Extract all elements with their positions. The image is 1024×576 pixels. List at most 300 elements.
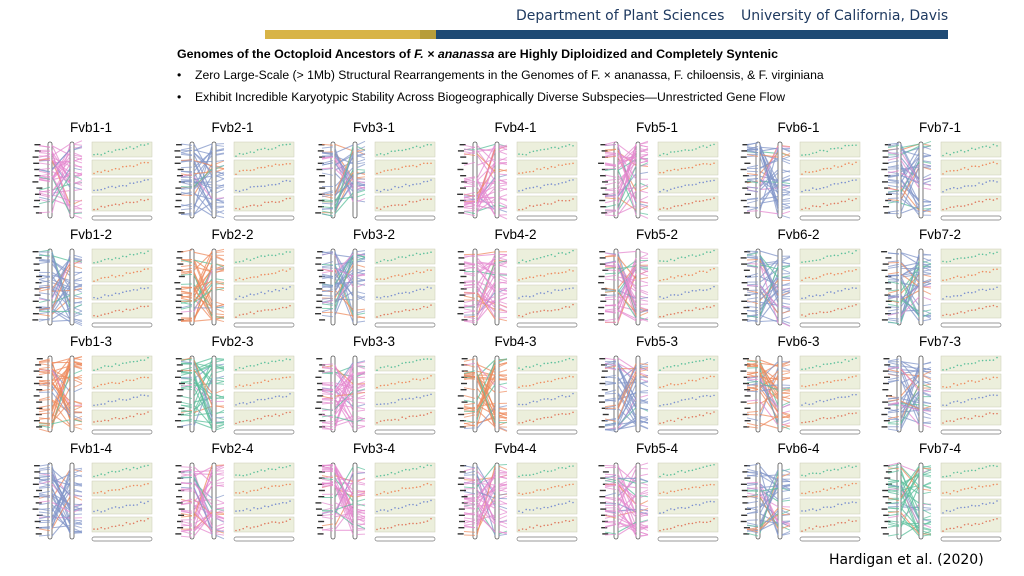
synteny-link (640, 395, 648, 397)
synteny-link (499, 508, 507, 512)
dotplot-point (398, 419, 400, 421)
chromosome-bar-right (636, 463, 640, 539)
karyotype-marker (741, 301, 747, 302)
dotplot-point (957, 188, 959, 190)
dotplot-point (126, 486, 128, 488)
dotplot-point (801, 154, 803, 156)
dotplot-point (387, 492, 389, 494)
dotplot-point (543, 489, 545, 491)
dotplot-point (256, 489, 258, 491)
synteny-figure (879, 245, 1005, 331)
dotplot-point (136, 468, 138, 470)
dotplot-point (844, 288, 846, 290)
dotplot-point (568, 180, 570, 182)
dotplot-point (557, 414, 559, 416)
scale-bar (800, 323, 860, 327)
karyotype-marker (319, 181, 325, 182)
dotplot-point (238, 261, 240, 263)
dotplot-point (253, 258, 255, 260)
dotplot-point (681, 383, 683, 385)
scale-bar (941, 323, 1001, 327)
dotplot-strip (92, 463, 152, 478)
dotplot-point (851, 287, 853, 289)
scale-bar (941, 216, 1001, 220)
synteny-link (640, 215, 648, 218)
dotplot-point (677, 169, 679, 171)
dotplot-point (133, 361, 135, 363)
dotplot-point (380, 208, 382, 210)
dotplot-point (801, 385, 803, 387)
dotplot-point (97, 528, 99, 530)
synteny-link (782, 208, 790, 210)
dotplot-point (804, 421, 806, 423)
dotplot-strip (234, 517, 294, 532)
chromosome-bar-right (70, 249, 74, 325)
dotplot-point (238, 421, 240, 423)
dotplot-point (550, 362, 552, 364)
dotplot-point (419, 503, 421, 505)
karyotype-marker (174, 206, 180, 207)
dotplot-point (713, 359, 715, 361)
synteny-link (39, 287, 50, 288)
karyotype-marker (599, 401, 605, 402)
dotplot-point (949, 154, 951, 156)
dotplot-point (249, 490, 251, 492)
dotplot-point (108, 205, 110, 207)
dotplot-point (264, 399, 266, 401)
dotplot-strip (941, 160, 1001, 175)
dotplot-point (837, 255, 839, 257)
synteny-link (782, 399, 790, 402)
dotplot-point (129, 202, 131, 204)
dotplot-point (256, 293, 258, 295)
dotplot-point (688, 488, 690, 490)
dotplot-point (412, 415, 414, 417)
dotplot-point (547, 184, 549, 186)
synteny-link (357, 313, 365, 314)
dotplot-point (405, 274, 407, 276)
dotplot-point (702, 377, 704, 379)
synteny-link (74, 266, 82, 268)
dotplot-point (274, 272, 276, 274)
dotplot-point (830, 311, 832, 313)
karyotype-marker (33, 156, 39, 157)
dotplot-point (804, 277, 806, 279)
synteny-link (640, 251, 648, 253)
synteny-link (322, 400, 333, 401)
dotplot-point (394, 204, 396, 206)
synteny-link (640, 390, 648, 391)
dotplot-point (405, 149, 407, 151)
synteny-link (357, 484, 365, 485)
synteny-link (357, 265, 365, 267)
dotplot-point (681, 150, 683, 152)
dotplot-point (967, 274, 969, 276)
dotplot-point (133, 504, 135, 506)
synteny-link (923, 391, 931, 392)
dotplot-point (129, 380, 131, 382)
dotplot-point (525, 261, 527, 263)
dotplot-point (242, 279, 244, 281)
dotplot-point (416, 271, 418, 273)
dotplot-point (688, 184, 690, 186)
dotplot-point (140, 271, 142, 273)
dotplot-point (246, 474, 248, 476)
dotplot-point (819, 382, 821, 384)
dotplot-point (543, 184, 545, 186)
dotplot-point (713, 250, 715, 252)
dotplot-point (260, 399, 262, 401)
dotplot-point (430, 394, 432, 396)
karyotype-marker (744, 194, 750, 195)
synteny-link (747, 207, 758, 208)
dotplot-point (126, 522, 128, 524)
dotplot-point (550, 470, 552, 472)
karyotype-marker (319, 175, 325, 176)
dotplot-point (140, 466, 142, 468)
synteny-link (640, 145, 648, 146)
synteny-link (216, 185, 224, 186)
dotplot-point (815, 384, 817, 386)
karyotype-marker (175, 301, 181, 302)
dotplot-point (572, 412, 574, 414)
karyotype-marker (316, 307, 322, 308)
dotplot-point (93, 421, 95, 423)
dotplot-point (960, 402, 962, 404)
dotplot-point (136, 289, 138, 291)
synteny-link (322, 429, 333, 430)
karyotype-marker (881, 251, 887, 252)
karyotype-marker (457, 395, 463, 396)
dotplot-point (282, 521, 284, 523)
dotplot-strip (375, 356, 435, 371)
dotplot-point (108, 400, 110, 402)
dotplot-point (242, 206, 244, 208)
synteny-link (499, 385, 507, 388)
dotplot-point (383, 206, 385, 208)
synteny-link (216, 320, 224, 322)
dotplot-point (993, 377, 995, 379)
karyotype-marker (603, 471, 609, 472)
dotplot-point (518, 190, 520, 192)
dotplot-point (855, 269, 857, 271)
dotplot-point (126, 201, 128, 203)
dotplot-point (985, 360, 987, 362)
synteny-link (640, 196, 648, 200)
dotplot-point (830, 399, 832, 401)
dotplot-point (282, 200, 284, 202)
dotplot-point (985, 164, 987, 166)
dotplot-strip (941, 196, 1001, 211)
synteny-link (74, 384, 82, 388)
panel-label: Fvb1-1 (70, 120, 113, 135)
karyotype-marker (740, 484, 746, 485)
dotplot-point (837, 361, 839, 363)
dotplot-point (547, 524, 549, 526)
dotplot-point (989, 305, 991, 307)
karyotype-marker (459, 521, 465, 522)
dotplot-point (147, 287, 149, 289)
scale-bar (375, 323, 435, 327)
dotplot-point (663, 297, 665, 299)
dotplot-point (543, 149, 545, 151)
dotplot-point (235, 316, 237, 318)
dotplot-point (666, 278, 668, 280)
synteny-link (216, 398, 224, 399)
synteny-link (216, 478, 224, 482)
dotplot-point (532, 527, 534, 529)
synteny-link (74, 213, 82, 214)
dotplot-point (140, 501, 142, 503)
synteny-link (618, 251, 636, 252)
dotplot-point (670, 508, 672, 510)
dotplot-point (100, 189, 102, 191)
dotplot-point (274, 289, 276, 291)
dotplot-point (565, 145, 567, 147)
dotplot-point (840, 290, 842, 292)
dotplot-point (942, 422, 944, 424)
dotplot-strip (800, 356, 860, 371)
dotplot-point (695, 272, 697, 274)
synteny-link (74, 526, 82, 528)
dotplot-point (419, 414, 421, 416)
dotplot-point (996, 198, 998, 200)
dotplot-point (953, 187, 955, 189)
dotplot-point (681, 168, 683, 170)
dotplot-point (97, 153, 99, 155)
dotplot-point (242, 510, 244, 512)
synteny-link (357, 251, 365, 252)
dotplot-point (529, 419, 531, 421)
dotplot-point (93, 280, 95, 282)
synteny-link (888, 183, 899, 184)
dotplot-point (129, 272, 131, 274)
dotplot-point (815, 365, 817, 367)
dotplot-point (692, 505, 694, 507)
dotplot-point (822, 382, 824, 384)
dotplot-point (706, 306, 708, 308)
dotplot-point (267, 202, 269, 204)
karyotype-marker (175, 288, 181, 289)
panel-label: Fvb1-2 (70, 227, 113, 242)
synteny-link (357, 398, 365, 399)
dotplot-point (670, 151, 672, 153)
dotplot-point (833, 398, 835, 400)
dotplot-point (253, 294, 255, 296)
karyotype-marker (319, 282, 325, 283)
dotplot-point (256, 508, 258, 510)
dotplot-point (405, 505, 407, 507)
dotplot-point (822, 363, 824, 365)
dotplot-point (971, 148, 973, 150)
dotplot-point (271, 485, 273, 487)
synteny-figure (455, 352, 581, 438)
synteny-link (499, 485, 507, 486)
dotplot-point (419, 288, 421, 290)
dotplot-point (550, 310, 552, 312)
synteny-panel (172, 227, 308, 335)
dotplot-point (695, 307, 697, 309)
chromosome-bar-right (919, 142, 923, 218)
dotplot-point (844, 182, 846, 184)
dotplot-point (985, 413, 987, 415)
dotplot-point (104, 188, 106, 190)
dotplot-point (844, 359, 846, 361)
dotplot-point (547, 255, 549, 257)
dotplot-strip (517, 499, 577, 514)
dotplot-strip (375, 196, 435, 211)
dotplot-point (674, 294, 676, 296)
dotplot-point (394, 168, 396, 170)
dotplot-point (256, 382, 258, 384)
dotplot-point (97, 368, 99, 370)
synteny-link (782, 514, 790, 515)
dotplot-point (144, 359, 146, 361)
karyotype-marker (741, 150, 747, 151)
dotplot-point (848, 270, 850, 272)
dotplot-point (122, 381, 124, 383)
karyotype-marker (458, 257, 464, 258)
dotplot-point (136, 361, 138, 363)
dotplot-point (681, 293, 683, 295)
panel-label: Fvb2-3 (211, 334, 254, 349)
dotplot-point (681, 525, 683, 527)
dotplot-point (550, 273, 552, 275)
dotplot-point (706, 395, 708, 397)
dotplot-point (830, 291, 832, 293)
dotplot-point (837, 397, 839, 399)
synteny-panel (313, 334, 449, 442)
dotplot-point (812, 187, 814, 189)
dotplot-point (830, 363, 832, 365)
dotplot-point (405, 382, 407, 384)
dotplot-point (412, 291, 414, 293)
dotplot-point (405, 362, 407, 364)
karyotype-marker (741, 313, 747, 314)
dotplot-point (670, 294, 672, 296)
dotplot-point (122, 255, 124, 257)
dotplot-point (804, 189, 806, 191)
synteny-link (216, 474, 224, 475)
dotplot-point (274, 521, 276, 523)
dotplot-point (554, 486, 556, 488)
dotplot-point (394, 507, 396, 509)
synteny-link (194, 320, 212, 322)
synteny-figure (455, 245, 581, 331)
dotplot-point (855, 287, 857, 289)
dotplot-point (147, 411, 149, 413)
dotplot-point (427, 163, 429, 165)
dotplot-point (97, 261, 99, 263)
karyotype-marker (461, 358, 467, 359)
dotplot-point (659, 387, 661, 389)
karyotype-marker (742, 288, 748, 289)
dotplot-point (525, 366, 527, 368)
karyotype-marker (178, 508, 184, 509)
dotplot-point (267, 290, 269, 292)
dotplot-point (695, 380, 697, 382)
dotplot-point (996, 413, 998, 415)
dotplot-point (848, 251, 850, 253)
synteny-link (464, 285, 475, 286)
dotplot-point (246, 384, 248, 386)
dotplot-point (108, 186, 110, 188)
dotplot-point (391, 205, 393, 207)
dotplot-point (532, 400, 534, 402)
dotplot-point (391, 259, 393, 261)
dotplot-point (133, 289, 135, 291)
chromosome-bar-right (636, 142, 640, 218)
dotplot-point (967, 380, 969, 382)
synteny-link (782, 182, 790, 183)
dotplot-point (427, 520, 429, 522)
dotplot-point (416, 396, 418, 398)
synteny-link (499, 406, 507, 408)
dotplot-point (282, 413, 284, 415)
karyotype-marker (884, 377, 890, 378)
dotplot-point (993, 305, 995, 307)
dotplot-point (521, 209, 523, 211)
dotplot-point (692, 523, 694, 525)
synteny-link (499, 464, 507, 465)
dotplot-point (282, 181, 284, 183)
dotplot-point (532, 171, 534, 173)
dotplot-point (278, 395, 280, 397)
dotplot-strip (375, 410, 435, 425)
dotplot-point (659, 405, 661, 407)
dotplot-strip (517, 267, 577, 282)
dotplot-point (147, 305, 149, 307)
dotplot-point (695, 504, 697, 506)
dotplot-point (819, 400, 821, 402)
dotplot-point (812, 205, 814, 207)
dotplot-point (271, 291, 273, 293)
dotplot-point (278, 308, 280, 310)
dotplot-point (246, 152, 248, 154)
dotplot-point (249, 293, 251, 295)
dotplot-point (416, 360, 418, 362)
dotplot-point (405, 309, 407, 311)
synteny-link (499, 370, 507, 373)
dotplot-point (129, 504, 131, 506)
dotplot-point (104, 510, 106, 512)
dotplot-point (387, 170, 389, 172)
dotplot-point (118, 204, 120, 206)
dotplot-point (260, 524, 262, 526)
dotplot-point (260, 362, 262, 364)
synteny-figure (879, 352, 1005, 438)
dotplot-point (144, 200, 146, 202)
dotplot-point (253, 526, 255, 528)
dotplot-point (238, 384, 240, 386)
dotplot-point (830, 184, 832, 186)
karyotype-marker (316, 508, 322, 509)
dotplot-strip (92, 410, 152, 425)
dotplot-point (543, 417, 545, 419)
karyotype-marker (36, 187, 42, 188)
dotplot-point (964, 185, 966, 187)
dotplot-point (376, 511, 378, 513)
karyotype-marker (882, 426, 888, 427)
dotplot-point (93, 476, 95, 478)
dotplot-point (568, 252, 570, 254)
dotplot-point (391, 313, 393, 315)
dotplot-point (271, 273, 273, 275)
dotplot-point (122, 399, 124, 401)
dotplot-point (840, 273, 842, 275)
synteny-panel (30, 227, 166, 335)
dotplot-point (833, 362, 835, 364)
